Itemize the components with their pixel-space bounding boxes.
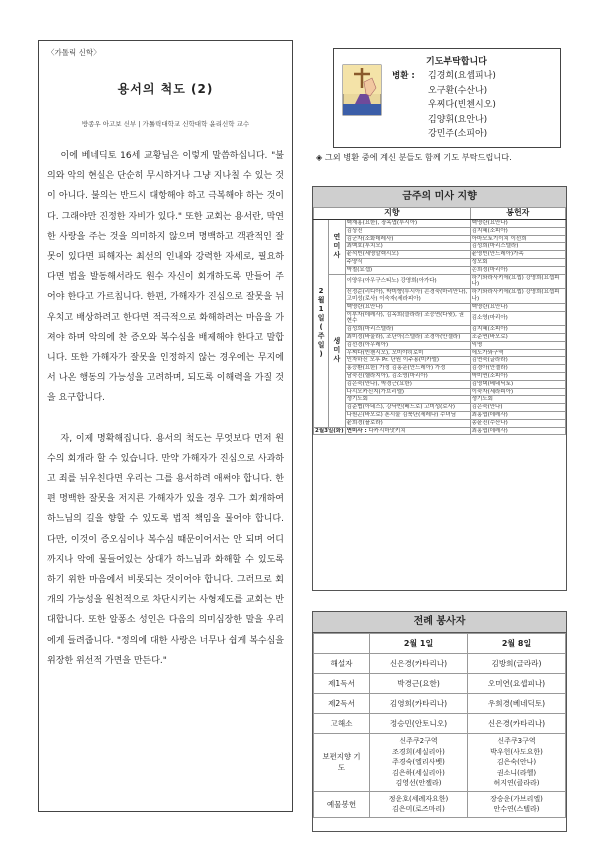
table-row <box>314 419 566 427</box>
mass-intention: 백재홍(요한), 장옥엽(루시아) <box>345 220 470 228</box>
prayer-notice: ◈ 그외 병환 중에 계신 분들도 함께 기도 부탁드립니다. <box>316 152 512 162</box>
mass-intention: 김성희(마리스텔라) <box>345 326 470 334</box>
prayer-cell-1 <box>370 734 468 792</box>
mass-offerer: 김영택(베네딕토) <box>470 380 565 388</box>
mass-intention: 박철(요셉) <box>345 266 470 274</box>
mass-intention: 김상진 <box>345 227 470 235</box>
sick-label: 병환 : <box>392 71 415 81</box>
mass-offerer: 김성희(마리스텔라) <box>470 243 565 251</box>
mass-intention: 홍승환(요한) 가정 김홍운(안드레아) 가정 <box>345 365 470 373</box>
table-row <box>314 258 566 266</box>
table-row <box>314 427 566 435</box>
offering-cell-2 <box>468 791 566 817</box>
mass-offerer: 이숙자(세라피아) <box>470 388 565 396</box>
table-row <box>314 235 566 243</box>
article-box <box>38 40 293 812</box>
mass-day-label: 2 월 1 일 ( 주 일 ) <box>314 220 329 428</box>
liturgy-server: 우희경(베네딕토) <box>468 694 566 714</box>
table-row <box>314 289 566 304</box>
liturgy-date-1: 2월 1일 <box>370 634 468 654</box>
article-title: 용서의 척도 (2) <box>117 82 214 96</box>
table-row <box>314 365 566 373</box>
sick-list <box>428 69 496 142</box>
mass-group-label: 연 미 사 <box>329 220 345 275</box>
table-row <box>314 266 566 274</box>
liturgy-server: 박우헌(사도요한) <box>490 747 543 756</box>
article-paragraph-2: 자, 이제 명확해집니다. 용서의 척도는 무엇보다 먼저 원수의 회개라 할 수 있습니다. 만약 가해자가 진심으로 사과하고 죄를 뉘우친다면 우리는 그를 용서하려 애써야 합니다. 한편 명백한 잘못을 저지른 가해자가 있을 경우 그가 회개하여 하느님의 길을 향할 수 있도록 법적 책임을 물어야 합니다. 다만, 이것이 증오심이나 복수심 때문이어서는 안 되며 어디까지나 악에 물들어있는 상대가 하느님과 화해할 수 있도록 하기 위한 마음에서 비롯되는 것이어야 합니다. 그러므로 회개의 가능성을 원천적으로 차단시키는 사형제도를 교회는 반대합니다. 또한 알퐁소 성인은 다음의 의미심장한 말을 우리에게 들려줍니다. "정의에 대한 사랑은 너무나 쉽게 복수심을 위장한 위선적 가면을 만든다." <box>47 433 284 666</box>
liturgy-servers-title: 전례 봉사자 <box>313 612 566 633</box>
article-category-tag: 〈가톨릭 신학〉 <box>47 48 101 57</box>
prayer-group: 신주쿠2구역 <box>399 737 438 745</box>
mass-offerer: 윤영빈(안드레아)가족 <box>470 251 565 259</box>
liturgy-header-row <box>314 634 566 654</box>
table-row <box>314 326 566 334</box>
liturgy-server: 정운호(세례자요한) <box>388 794 449 803</box>
praying-hands-icon <box>342 64 382 116</box>
table-row <box>314 227 566 235</box>
liturgy-server: 김은숙(안나) <box>496 758 537 766</box>
mass-offerer: 손희정(마리아) <box>470 266 565 274</box>
table-row <box>314 411 566 419</box>
liturgy-role: 보편지향 기도 <box>314 734 370 792</box>
mass-offerer: 백영란(요안나) <box>470 303 565 311</box>
liturgy-server: 정승민(안토니오) <box>370 714 468 734</box>
mass-column-header <box>314 208 566 220</box>
table-row <box>314 220 566 228</box>
article-paragraph-1: 이에 베네딕토 16세 교황님은 이렇게 말씀하십니다. "불의와 악의 현실은 단순히 무시하거나 그냥 지나칠 수 있는 것이 아니다. 불의는 반드시 대항해야 하고 극복해야 하는 것이다. 그래야만 진정한 자비가 있다." 또한 교회는 용서란, 막연한 사랑을 주는 것을 의미하지 않으며 명백하고 객관적인 잘못이 있다면 피해자는 최선의 인내와 강력한 자세로, 필요하다면 법을 발동해서라도 원수 자신이 회개하도록 만들어 주어야 한다고 가르칩니다. 한편, 가해자가 진심으로 잘못을 뉘우치고 배상하려고 한다면 적극적으로 화해하려는 마음을 가져야 하며 악의에 찬 증오와 복수심을 배제해야 한다고 말합니다. 또한 가해자가 잘못을 인정하지 않는 경우에는 무지에서 나온 행동의 가능성을 고려하며, 되도록 이해력을 가질 것을 요구합니다. <box>47 151 284 404</box>
mass-offerer: 조준연(바오로) <box>470 333 565 341</box>
liturgy-role: 제1독서 <box>314 674 370 694</box>
mass-offerer: 김지혜(소피아) <box>470 326 565 334</box>
mass-extra-type: 연미사 : <box>346 427 367 434</box>
liturgy-server: 안수연(스텔라) <box>493 805 540 813</box>
mass-offerer: 김연숙(글라라) <box>470 357 565 365</box>
liturgy-server: 허지연(클라라) <box>493 779 540 787</box>
mass-offerer: 에도가와구역 <box>470 349 565 357</box>
mass-intention: 이부자(데레사), 김옥희(클라라) 조승연(다윗), 권현수 <box>345 311 470 326</box>
mass-offerer: 아마모토기이치 이선희 <box>470 235 565 243</box>
mass-offerer: 하기와라사키에(요셉) 강영희(요셉피나) <box>470 274 565 289</box>
article-author: 방종우 아고보 신부 | 가톨릭대학교 신학대학 윤리신학 교수 <box>81 120 250 128</box>
liturgy-corner <box>314 634 370 654</box>
mass-intention: 백영란(요안나) <box>345 303 470 311</box>
mass-intentions-table <box>313 207 566 435</box>
mass-intention: 이양우(아우구스티노) 강영희(아가다) <box>345 274 470 289</box>
liturgy-server: 김은미(로즈마리) <box>392 805 445 813</box>
mass-offerer: 김소영(마리아) <box>470 311 565 326</box>
mass-intention: 윤석빈(세영알렉시오) <box>345 251 470 259</box>
mass-intention: 나시오카신지(가브리엘) <box>345 388 470 396</box>
mass-intention: 우찌다(빈첸시오), 오미야히로미 <box>345 349 470 357</box>
sick-person: 김양휘(요안나) <box>428 114 488 125</box>
sick-person: 김경희(요셉피나) <box>428 71 496 81</box>
liturgy-role: 고해소 <box>314 714 370 734</box>
table-row <box>314 404 566 412</box>
liturgy-server: 박경근(요한) <box>370 674 468 694</box>
table-row <box>314 311 566 326</box>
mass-offerer: 최홍엽(데레사) <box>470 411 565 419</box>
mass-intention: 최미정(바울라), 조단아(스텔라) 조경아(안젤라) <box>345 333 470 341</box>
table-row <box>314 357 566 365</box>
liturgy-table <box>313 633 566 818</box>
mass-intention: 김군자(소화데레사) <box>345 235 470 243</box>
mass-offerer: 김지혜(소피아) <box>470 227 565 235</box>
liturgy-role: 제2독서 <box>314 694 370 714</box>
table-row <box>314 380 566 388</box>
mass-offerer: 박미연(소피아) <box>470 372 565 380</box>
mass-offerer: 김은숙(안나) <box>470 404 565 412</box>
table-row <box>314 791 566 817</box>
table-row <box>314 349 566 357</box>
liturgy-server: 김영희(카타리나) <box>370 694 468 714</box>
col-offerer: 봉헌자 <box>470 208 565 220</box>
table-row <box>314 396 566 404</box>
table-row <box>314 341 566 349</box>
table-row <box>314 372 566 380</box>
mass-offerer: 생기도회 <box>470 396 565 404</box>
liturgy-server: 김방희(글라라) <box>468 654 566 674</box>
sick-person: 오구환(수산나) <box>428 85 488 96</box>
table-row <box>314 333 566 341</box>
sick-person: 강민주(소피아) <box>428 129 488 139</box>
table-row <box>314 303 566 311</box>
mass-offerer: 송윤진(수산나) <box>470 419 565 427</box>
prayer-cell-2 <box>468 734 566 792</box>
mass-intention: 나원곤(바오로) 폰시눌 김북단(세레나) 수녀님 <box>345 411 470 419</box>
table-row <box>314 694 566 714</box>
liturgy-server: 권소니(라헬) <box>496 768 537 777</box>
liturgy-server: 조경희(세실리아) <box>392 747 445 756</box>
mass-intention: 최백호(루치오) <box>345 243 470 251</box>
mass-intention: 신정순(리디아), 박미향(루시아) 손경숙(마리안나), 고미성(로사) 이숙자(세라피아) <box>345 289 470 304</box>
mass-extra-intention-cell <box>345 427 470 435</box>
liturgy-server: 신은경(카타리나) <box>370 654 468 674</box>
mass-offerer: 성모회 <box>470 258 565 266</box>
mass-offerer: 하기와라사키에(요셉) 강영희(요셉피나) <box>470 289 565 304</box>
table-row <box>314 251 566 259</box>
table-row <box>314 243 566 251</box>
mass-intention: 윤희경(플로라) <box>345 419 470 427</box>
mass-intention: 남숙진(헬라지아), 김소영(마리아) <box>345 372 470 380</box>
offering-cell-1 <box>370 791 468 817</box>
liturgy-server: 장승운(가브리엘) <box>490 794 543 803</box>
liturgy-date-2: 2월 8일 <box>468 634 566 654</box>
liturgy-server: 김영선(안젤라) <box>395 779 442 787</box>
prayer-request-title: 기도부탁합니다 <box>426 57 487 67</box>
liturgy-servers-box <box>312 611 567 832</box>
mass-intention: 인자하신 모후 Pr. 단원 이주용(미카엘) <box>345 357 470 365</box>
liturgy-server: 오미연(요셉피나) <box>468 674 566 694</box>
liturgy-server: 주경숙(엘리사벳) <box>392 758 445 766</box>
liturgy-role: 해설자 <box>314 654 370 674</box>
mass-intention: 김준협(아네스), 강낙빈(베드로) 고미성(로사) <box>345 404 470 412</box>
table-row <box>314 274 566 289</box>
liturgy-server: 신은경(카타리나) <box>468 714 566 734</box>
table-row <box>314 734 566 792</box>
prayer-request-box <box>333 48 561 148</box>
mass-intention: 주양식 <box>345 258 470 266</box>
mass-offerer: 최홍엽(데레사) <box>470 427 565 435</box>
mass-offerer: 김경아(안젤라) <box>470 365 565 373</box>
mass-offerer: 백영란(요안나) <box>470 220 565 228</box>
mass-intentions-box <box>312 186 567 591</box>
mass-extra-intention: 다카시마맛키치 <box>368 427 406 434</box>
mass-group-label: 생 미 사 <box>329 274 345 427</box>
sick-person: 우찌다(빈첸시오) <box>428 100 496 110</box>
col-intention: 지향 <box>314 208 471 220</box>
mass-intentions-title: 금주의 미사 지향 <box>313 187 566 208</box>
prayer-group: 신주쿠3구역 <box>497 737 536 745</box>
mass-intention: 김은숙(안나), 박경근(요한) <box>345 380 470 388</box>
mass-intention: 생기도회 <box>345 396 470 404</box>
table-row <box>314 388 566 396</box>
table-row <box>314 714 566 734</box>
table-row <box>314 674 566 694</box>
table-row <box>314 654 566 674</box>
liturgy-role: 예물봉헌 <box>314 791 370 817</box>
liturgy-server: 김은하(세실리아) <box>392 768 445 777</box>
mass-offerer: 익명 <box>470 341 565 349</box>
mass-extra-day: 2월3일(화) <box>315 427 344 434</box>
mass-intention: 김선경(아우레아) <box>345 341 470 349</box>
